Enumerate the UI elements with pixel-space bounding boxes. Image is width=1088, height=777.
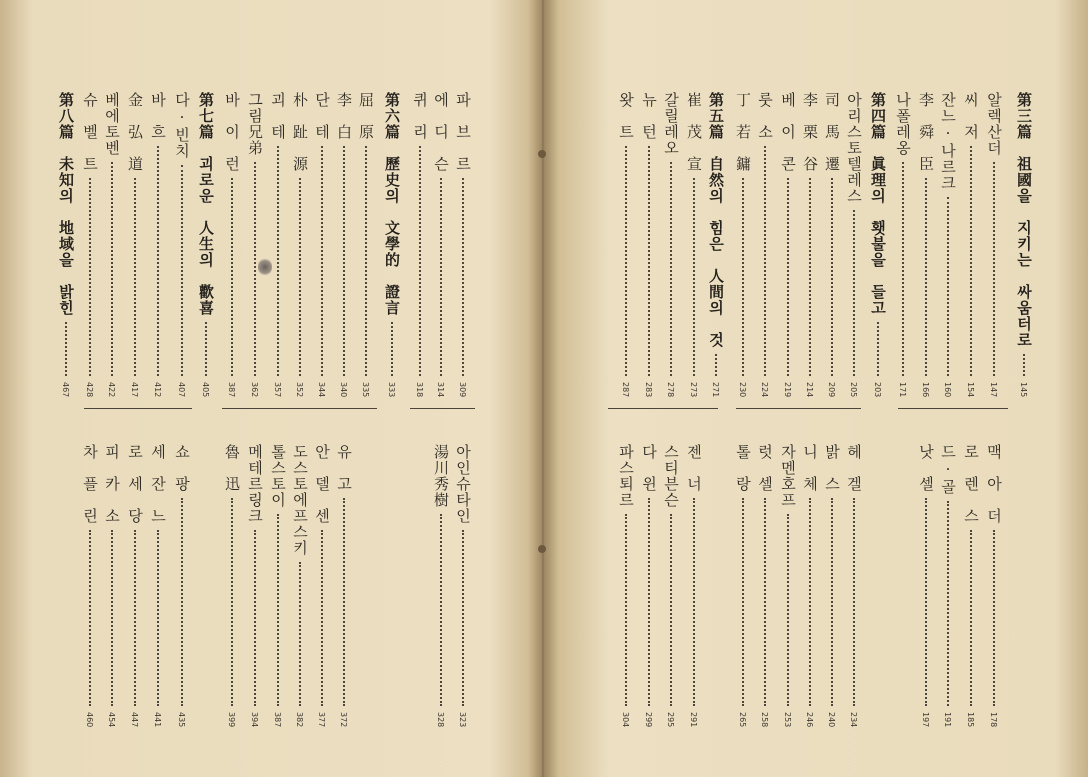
entry-title: 톨스토이 (269, 444, 287, 508)
leader-dots (693, 498, 695, 706)
section-title: 第七篇 괴로운 人生의 歡喜 (197, 92, 215, 316)
page-number: 230 (738, 382, 747, 398)
toc-entry[interactable] (245, 0, 265, 777)
page-number: 246 (805, 712, 814, 728)
page-number: 318 (415, 382, 424, 398)
page-number: 428 (85, 382, 94, 398)
page-number: 441 (153, 712, 162, 728)
entry-title: 차 플 린 (81, 444, 99, 524)
entry-title: 屈 原 (357, 92, 375, 140)
section-title: 第六篇 歷史의 文學的 證言 (383, 92, 401, 316)
page-number: 283 (644, 382, 653, 398)
page-number: 309 (458, 382, 467, 398)
toc-entry[interactable] (80, 0, 100, 777)
entry-title: 럿 셀 (756, 444, 774, 492)
section-title: 第三篇 祖國을 지키는 싸움터로 (1015, 92, 1033, 348)
page-number: 454 (107, 712, 116, 728)
leader-dots (365, 146, 367, 376)
toc-section-heading[interactable] (56, 0, 76, 777)
toc-entry[interactable] (684, 0, 704, 777)
toc-section-heading[interactable] (196, 0, 216, 777)
toc-entry[interactable] (755, 0, 775, 777)
toc-entry[interactable] (334, 0, 354, 777)
page-number: 185 (966, 712, 975, 728)
leader-dots (742, 498, 744, 706)
page-number: 344 (317, 382, 326, 398)
page-number: 394 (250, 712, 259, 728)
page-number: 422 (107, 382, 116, 398)
page-number: 377 (317, 712, 326, 728)
toc-entry[interactable] (172, 0, 192, 777)
toc-entry[interactable] (893, 0, 913, 777)
entry-title: 알렉산더 (985, 92, 1003, 156)
entry-title: 씨 저 (962, 92, 980, 140)
toc-entry[interactable] (290, 0, 310, 777)
entry-title: 헤 겔 (845, 444, 863, 492)
leader-dots (254, 530, 256, 706)
page-number: 435 (177, 712, 186, 728)
page-number: 203 (873, 382, 882, 398)
page-number: 399 (227, 712, 236, 728)
entry-title: 바 흐 (149, 92, 167, 140)
entry-title: 魯 迅 (223, 444, 241, 492)
toc-entry[interactable] (961, 0, 981, 777)
page-number: 417 (130, 382, 139, 398)
page-number: 209 (827, 382, 836, 398)
entry-title: 金 弘 道 (126, 92, 144, 172)
entry-title: 그림兄弟 (246, 92, 264, 156)
leader-dots (343, 498, 345, 706)
section-title: 第八篇 未知의 地域을 밝힌 (57, 92, 75, 316)
toc-entry[interactable] (410, 0, 430, 777)
leader-dots (787, 514, 789, 706)
toc-entry[interactable] (844, 0, 864, 777)
entry-title: 룻 소 (756, 92, 774, 140)
page-number: 145 (1019, 382, 1028, 398)
entry-title: 세 잔 느 (149, 444, 167, 524)
entry-title: 도스토에프스키 (291, 444, 309, 556)
page-number: 234 (849, 712, 858, 728)
entry-title: 丁 若 鏞 (734, 92, 752, 172)
page-number: 372 (339, 712, 348, 728)
entry-title: 바 이 런 (223, 92, 241, 172)
page-number: 382 (295, 712, 304, 728)
page-number: 265 (738, 712, 747, 728)
leader-dots (853, 498, 855, 706)
leader-dots (648, 498, 650, 706)
toc-section-heading[interactable] (1014, 0, 1034, 777)
toc-entry[interactable] (616, 0, 636, 777)
leader-dots (157, 530, 159, 706)
page-number: 258 (760, 712, 769, 728)
leader-dots (321, 530, 323, 706)
leader-dots (947, 501, 949, 706)
right-page (548, 0, 1088, 777)
leader-dots (89, 530, 91, 706)
entry-title: 왓 트 (617, 92, 635, 140)
page-number: 219 (783, 382, 792, 398)
entry-title: 퀴 리 (411, 92, 429, 140)
leader-dots (391, 322, 393, 376)
toc-entry[interactable] (312, 0, 332, 777)
page-number: 147 (989, 382, 998, 398)
entry-title: 司 馬 遷 (823, 92, 841, 172)
page-number: 240 (827, 712, 836, 728)
leader-dots (1023, 354, 1025, 376)
entry-title: 안 델 센 (313, 444, 331, 524)
page-number: 335 (361, 382, 370, 398)
section-title: 第五篇 自然의 힘은 人間의 것 (707, 92, 725, 348)
entry-title: 드·골 (939, 444, 957, 495)
leader-dots (925, 498, 927, 706)
page-number: 205 (849, 382, 858, 398)
entry-title: 李 舜 臣 (917, 92, 935, 172)
entry-title: 톨 랑 (734, 444, 752, 492)
leader-dots (440, 514, 442, 706)
page-number: 291 (689, 712, 698, 728)
toc-entry[interactable] (102, 0, 122, 777)
page-number: 362 (250, 382, 259, 398)
leader-dots (993, 530, 995, 706)
page-number: 278 (666, 382, 675, 398)
entry-title: 자멘호프 (779, 444, 797, 508)
entry-title: 맥 아 더 (985, 444, 1003, 524)
entry-title: 니 체 (801, 444, 819, 492)
toc-section-heading[interactable] (706, 0, 726, 777)
toc-entry[interactable] (984, 0, 1004, 777)
leader-dots (715, 354, 717, 376)
page-number: 304 (621, 712, 630, 728)
toc-entry[interactable] (222, 0, 242, 777)
page-number: 407 (177, 382, 186, 398)
page-number: 328 (436, 712, 445, 728)
entry-title: 파 브 르 (454, 92, 472, 172)
leader-dots (625, 514, 627, 706)
entry-title: 아리스토텔레스 (845, 92, 863, 204)
leader-dots (299, 562, 301, 706)
toc-entry[interactable] (639, 0, 659, 777)
leader-dots (205, 322, 207, 376)
leader-dots (970, 530, 972, 706)
page-number: 333 (387, 382, 396, 398)
leader-dots (670, 514, 672, 706)
page-number: 340 (339, 382, 348, 398)
page-number: 299 (644, 712, 653, 728)
page-number: 352 (295, 382, 304, 398)
page-number: 295 (666, 712, 675, 728)
toc-entry[interactable] (800, 0, 820, 777)
leader-dots (111, 530, 113, 706)
entry-title: 다·빈치 (173, 92, 191, 159)
toc-entry[interactable] (148, 0, 168, 777)
entry-title: 李 白 (335, 92, 353, 140)
toc-entry[interactable] (356, 0, 376, 777)
entry-title: 파스퇴르 (617, 444, 635, 508)
page-number: 405 (201, 382, 210, 398)
leader-dots (877, 322, 879, 376)
leader-dots (902, 162, 904, 376)
leader-dots (277, 514, 279, 706)
toc-entry[interactable] (733, 0, 753, 777)
page-number: 224 (760, 382, 769, 398)
page-number: 387 (273, 712, 282, 728)
entry-title: 쇼 팡 (173, 444, 191, 492)
entry-title: 피 카 소 (103, 444, 121, 524)
page-number: 197 (921, 712, 930, 728)
toc-entry[interactable] (431, 0, 451, 777)
entry-title: 젠 너 (685, 444, 703, 492)
page-number: 271 (711, 382, 720, 398)
leader-dots (831, 498, 833, 706)
entry-title: 슈 벨 트 (81, 92, 99, 172)
leader-dots (419, 146, 421, 376)
leader-dots (764, 498, 766, 706)
leader-dots (231, 498, 233, 706)
page-number: 287 (621, 382, 630, 398)
page-number: 412 (153, 382, 162, 398)
entry-title: 李 栗 谷 (801, 92, 819, 172)
entry-title: 에 디 슨 (432, 92, 450, 172)
toc-entry[interactable] (268, 0, 288, 777)
page-number: 178 (989, 712, 998, 728)
leader-dots (809, 498, 811, 706)
entry-title: 朴 趾 源 (291, 92, 309, 172)
page-number: 191 (943, 712, 952, 728)
page-number: 214 (805, 382, 814, 398)
toc-entry[interactable] (916, 0, 936, 777)
page-number: 467 (61, 382, 70, 398)
entry-title: 괴 테 (269, 92, 287, 140)
leader-dots (65, 322, 67, 376)
page-number: 387 (227, 382, 236, 398)
left-page (0, 0, 540, 777)
entry-title: 湯川秀樹 (432, 444, 450, 508)
page-number: 323 (458, 712, 467, 728)
toc-entry[interactable] (938, 0, 958, 777)
leader-dots (134, 530, 136, 706)
entry-title: 뉴 턴 (640, 92, 658, 140)
entry-title: 갈릴레오 (662, 92, 680, 156)
leader-dots (181, 498, 183, 706)
entry-title: 단 테 (313, 92, 331, 140)
entry-title: 유 고 (335, 444, 353, 492)
toc-entry[interactable] (778, 0, 798, 777)
toc-section-heading[interactable] (868, 0, 888, 777)
entry-title: 밝 스 (823, 444, 841, 492)
entry-title: 崔 茂 宣 (685, 92, 703, 172)
page-number: 166 (921, 382, 930, 398)
page-number: 357 (273, 382, 282, 398)
toc-entry[interactable] (822, 0, 842, 777)
page-number: 171 (898, 382, 907, 398)
entry-title: 잔느·나르크 (939, 92, 957, 191)
page-number: 447 (130, 712, 139, 728)
page-number: 253 (783, 712, 792, 728)
page-number: 160 (943, 382, 952, 398)
entry-title: 낫 셀 (917, 444, 935, 492)
entry-title: 로 렌 스 (962, 444, 980, 524)
entry-title: 다 윈 (640, 444, 658, 492)
entry-title: 메테르링크 (246, 444, 264, 524)
page-number: 314 (436, 382, 445, 398)
toc-entry[interactable] (125, 0, 145, 777)
toc-section-heading[interactable] (382, 0, 402, 777)
entry-title: 베 이 콘 (779, 92, 797, 172)
entry-title: 베에토벤 (103, 92, 121, 156)
leader-dots (462, 530, 464, 706)
section-title: 第四篇 眞理의 횃불을 들고 (869, 92, 887, 316)
page-number: 460 (85, 712, 94, 728)
toc-entry[interactable] (661, 0, 681, 777)
entry-title: 스티븐슨 (662, 444, 680, 508)
page-number: 154 (966, 382, 975, 398)
entry-title: 로 세 당 (126, 444, 144, 524)
toc-entry[interactable] (453, 0, 473, 777)
entry-title: 아인슈타인 (454, 444, 472, 524)
page-number: 273 (689, 382, 698, 398)
entry-title: 나폴레옹 (894, 92, 912, 156)
